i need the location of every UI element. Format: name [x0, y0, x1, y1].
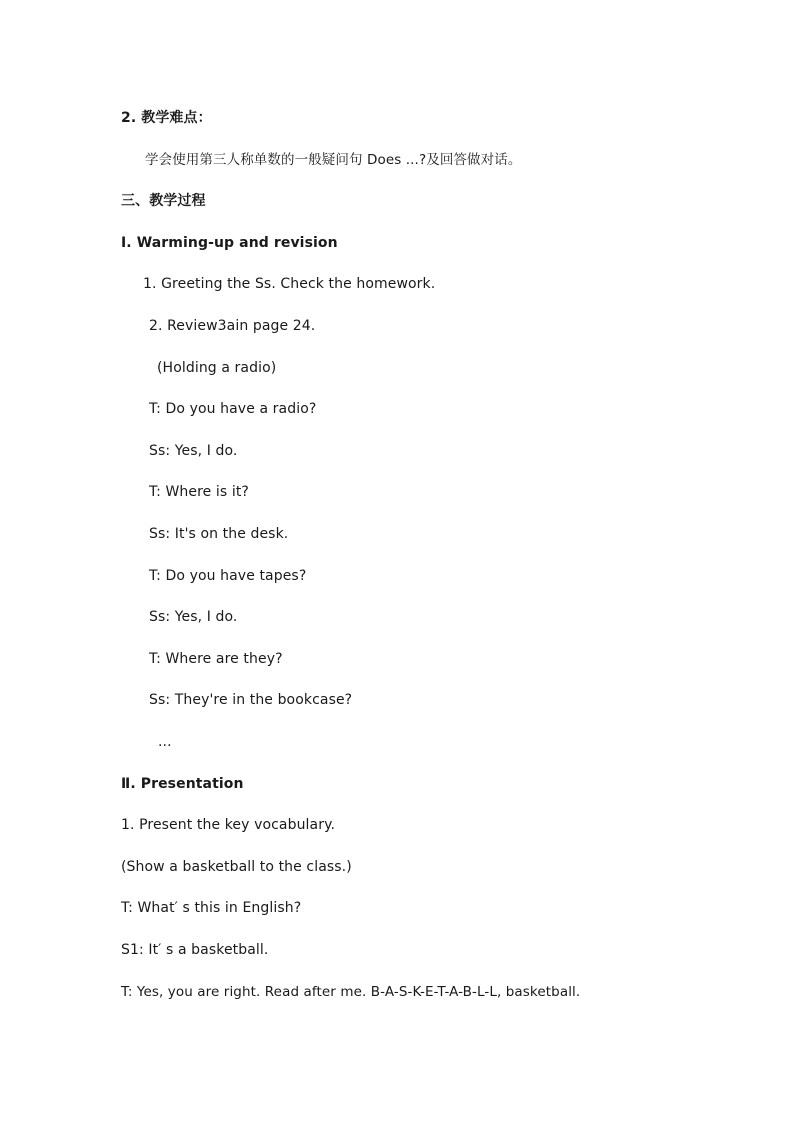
warmup-step-2: 2. Review3ain page 24.: [149, 318, 316, 334]
dialog-line: S1: It′ s a basketball.: [121, 942, 269, 958]
difficulty-heading: 2. 教学难点：: [121, 110, 212, 126]
dialog-line: Ss: Yes, I do.: [149, 443, 238, 459]
show-basketball-note: (Show a basketball to the class.): [121, 859, 352, 875]
dialog-line: Ss: They're in the bookcase?: [149, 692, 353, 708]
dialog-line: Ss: Yes, I do.: [149, 609, 238, 625]
ellipsis: ...: [158, 734, 172, 750]
dialog-line: T: Do you have tapes?: [149, 568, 307, 584]
holding-radio-note: (Holding a radio): [157, 360, 277, 376]
dialog-line: T: Yes, you are right. Read after me. B-A-S-K-E-T-A-B-L-L, basketball.: [121, 984, 581, 1000]
dialog-line: T: Where is it?: [149, 484, 249, 500]
section-3-heading: 三、教学过程: [121, 193, 206, 209]
dialog-line: T: What′ s this in English?: [121, 900, 302, 916]
dialog-line: T: Do you have a radio?: [149, 401, 317, 417]
presentation-heading: Ⅱ. Presentation: [121, 776, 244, 792]
warmup-heading: Ⅰ. Warming-up and revision: [121, 235, 338, 251]
dialog-line: T: Where are they?: [149, 651, 283, 667]
warmup-step-1: 1. Greeting the Ss. Check the homework.: [143, 276, 436, 292]
dialog-line: Ss: It's on the desk.: [149, 526, 289, 542]
difficulty-body: 学会使用第三人称单数的一般疑问句 Does ...?及回答做对话。: [145, 152, 522, 168]
presentation-step-1: 1. Present the key vocabulary.: [121, 817, 336, 833]
